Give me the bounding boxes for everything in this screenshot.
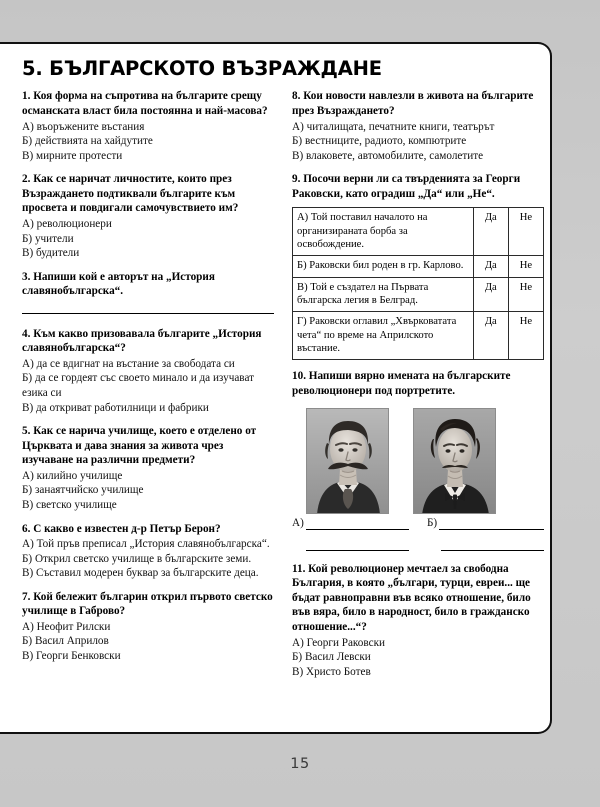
question-6-option-v[interactable]: В) Съставил модерен буквар за българските деца. (22, 567, 259, 580)
two-column-layout (22, 89, 532, 717)
question-8-option-a[interactable]: А) читалищата, печатните книги, театърът (292, 120, 495, 133)
question-3-text: 3. Напиши кой е авторът на „История славянобългарска“. (22, 270, 215, 298)
question-8-text: 8. Кои новости навлезли в живота на българите през Възраждането? (292, 90, 534, 117)
question-5-option-a[interactable]: А) килийно училище (22, 469, 123, 482)
no-option-v[interactable]: Не (508, 277, 543, 312)
question-3 (22, 270, 274, 314)
question-9-text: 9. Посочи верни ли са твърденията за Георги Раковски, като оградиш „Да“ или „Не“. (292, 173, 521, 200)
true-false-table (292, 207, 544, 360)
answer-blank-a-line2[interactable] (306, 539, 409, 551)
portrait-answer-lines (292, 518, 544, 551)
table-row (293, 208, 544, 256)
statement-g: Г) Раковски оглавил „Хвърковатата чета“ по време на Априлското въстание. (293, 312, 474, 360)
no-option-b[interactable]: Не (508, 256, 543, 277)
portrait-rakovski-illustration (307, 409, 389, 514)
answer-blank-a-line1[interactable] (306, 518, 409, 530)
portrait-left-image (306, 408, 389, 514)
statement-b: Б) Раковски бил роден в гр. Карлово. (293, 256, 474, 277)
question-3-answer-line[interactable] (22, 313, 274, 314)
question-7-option-v[interactable]: В) Георги Бенковски (22, 650, 121, 662)
question-11-option-b[interactable]: Б) Васил Левски (292, 651, 371, 664)
question-7-text: 7. Кой бележит българин открил първото светско училище в Габрово? (22, 590, 273, 618)
question-7-option-a[interactable]: А) Неофит Рилски (22, 620, 111, 633)
question-2-option-b[interactable]: Б) учители (22, 232, 74, 245)
answer-item-b (427, 518, 544, 530)
question-5-option-b[interactable]: Б) занаятчийско училище (22, 484, 144, 497)
answer-item-b-cont (427, 539, 544, 551)
question-6-text: 6. С какво е известен д-р Петър Берон? (22, 522, 221, 535)
question-4-option-b[interactable]: Б) да се гордеят със своето минало и да изучават езика си (22, 372, 255, 399)
question-10 (292, 369, 544, 550)
question-6-option-b[interactable]: Б) Открил светско училище в българските земи. (22, 552, 252, 565)
question-6 (22, 522, 274, 581)
table-row (293, 277, 544, 312)
question-10-text: 10. Напиши вярно имената на българските революционери под портретите. (292, 370, 511, 398)
answer-item-a (292, 518, 409, 530)
question-11-option-a[interactable]: А) Георги Раковски (292, 636, 385, 649)
question-4-text: 4. Към какво призовавала българите „История славянобългарска“? (22, 327, 262, 355)
question-1-text: 1. Коя форма на съпротива на българите срещу османската власт била постоянна и най-масова? (22, 90, 268, 117)
page-number: 15 (290, 756, 310, 772)
yes-option-a[interactable]: Да (473, 208, 508, 256)
question-2-option-a[interactable]: А) революционери (22, 217, 112, 230)
answer-label-b: Б) (427, 516, 438, 529)
answer-row-first (292, 518, 544, 530)
answer-item-a-cont (292, 539, 409, 551)
answer-blank-b-line1[interactable] (439, 518, 544, 530)
question-1-option-a[interactable]: А) въоръжените въстания (22, 120, 145, 133)
page-title: 5. БЪЛГАРСКОТО ВЪЗРАЖДАНЕ (22, 57, 382, 80)
question-7 (22, 590, 274, 664)
left-column (22, 89, 274, 717)
question-2-option-v[interactable]: В) будители (22, 247, 80, 260)
question-7-option-b[interactable]: Б) Васил Априлов (22, 635, 109, 648)
table-row (293, 256, 544, 277)
answer-label-a: А) (292, 516, 304, 529)
question-4 (22, 327, 274, 415)
statement-a: А) Той поставил началото на организираната борба за освобождение. (293, 208, 474, 256)
no-option-g[interactable]: Не (508, 312, 543, 360)
question-11-text: 11. Кой революционер мечтаел за свободна България, в която „българи, турци, евреи... ще бъдат равноправни във всяко отношение, било във вяра, било в народност, било в гражданско отношение...“? (292, 562, 531, 634)
no-option-a[interactable]: Не (508, 208, 543, 256)
yes-option-g[interactable]: Да (473, 312, 508, 360)
question-5-text: 5. Как се нарича училище, което е отделено от Църквата и дава знания за живота чрез изучаване на различни предмети? (22, 425, 257, 467)
question-1-option-v[interactable]: В) мирните протести (22, 149, 123, 162)
yes-option-v[interactable]: Да (473, 277, 508, 312)
question-1-option-b[interactable]: Б) действията на хайдутите (22, 135, 153, 148)
question-5 (22, 424, 274, 512)
question-1 (22, 89, 274, 163)
answer-blank-b-line2[interactable] (441, 539, 544, 551)
question-2 (22, 172, 274, 260)
right-column (292, 89, 544, 717)
question-11-option-v[interactable]: В) Христо Ботев (292, 665, 371, 678)
question-4-option-a[interactable]: А) да се вдигнат на въстание за свободата си (22, 357, 235, 370)
portrait-levski-illustration (414, 409, 496, 514)
table-row (293, 312, 544, 360)
question-11 (292, 562, 544, 680)
statement-v: В) Той е създател на Първата българска легия в Белград. (293, 277, 474, 312)
question-9 (292, 172, 544, 360)
question-8-option-b[interactable]: Б) вестниците, радиото, компютрите (292, 135, 467, 148)
question-5-option-v[interactable]: В) светско училище (22, 498, 117, 511)
portrait-right-image (413, 408, 496, 514)
question-6-option-a[interactable]: А) Той пръв преписал „История славянобългарска“. (22, 538, 270, 551)
question-2-text: 2. Как се наричат личностите, които през Възраждането подтиквали българите към просвета и повдигали самочувствието им? (22, 173, 239, 215)
answer-row-second (292, 539, 544, 551)
question-8 (292, 89, 544, 163)
worksheet-page (0, 42, 552, 734)
portrait-pair (306, 408, 544, 514)
question-8-option-v[interactable]: В) влаковете, автомобилите, самолетите (292, 149, 484, 162)
yes-option-b[interactable]: Да (473, 256, 508, 277)
question-4-option-v[interactable]: В) да откриват работилници и фабрики (22, 401, 209, 414)
